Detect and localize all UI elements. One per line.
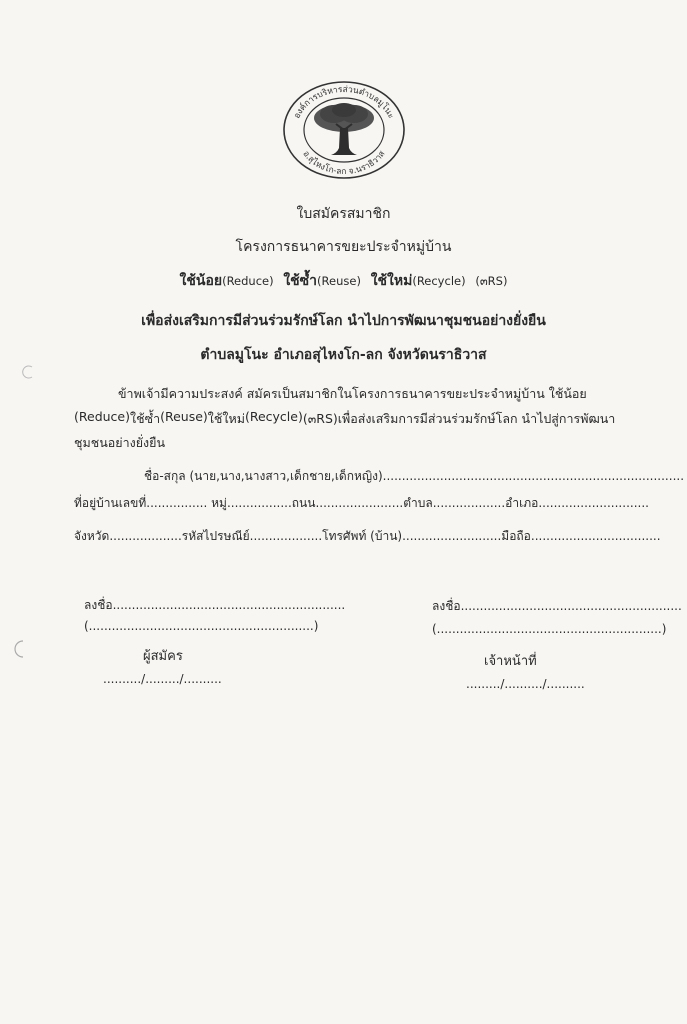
three-rs-label: (๓RS) — [475, 274, 508, 288]
para-word: (Recycle) — [244, 409, 303, 424]
applicant-date[interactable]: ........../........./.......... — [103, 672, 222, 686]
officer-date[interactable]: ........./........../.......... — [466, 677, 585, 691]
intro-paragraph-line3: ชุมชนอย่างยั่งยืน — [74, 435, 166, 450]
seal-bottom-text: อ.สุไหงโก-ลก จ.นราธิวาส — [300, 149, 388, 178]
name-field[interactable]: ชื่อ-สกุล (นาย,นาง,นางสาว,เด็กชาย,เด็กหญิง)............................................................................... — [144, 469, 685, 483]
recycle-thai: ใช้ใหม่ — [370, 273, 413, 289]
recycle-en: (Recycle) — [412, 274, 466, 288]
reuse-en: (Reuse) — [317, 274, 361, 288]
para-word: (Reuse) — [160, 409, 208, 424]
applicant-label: ผู้สมัคร — [143, 649, 183, 664]
reuse-thai: ใช้ซ้ำ — [283, 273, 318, 289]
reduce-en: (Reduce) — [222, 274, 274, 288]
tree-seal-logo — [282, 80, 406, 180]
binder-hole-mark — [8, 638, 28, 660]
para-word: เพื่อส่งเสริมการมีส่วนร่วมรักษ์โลก นำไปสู่การพัฒนา — [337, 411, 616, 426]
reduce-thai: ใช้น้อย — [179, 273, 223, 289]
intro-paragraph-line1: ข้าพเจ้ามีความประสงค์ สมัครเป็นสมาชิกในโครงการธนาคารขยะประจำหมู่บ้าน ใช้น้อย — [118, 386, 587, 401]
project-title: โครงการธนาคารขยะประจำหมู่บ้าน — [235, 239, 452, 255]
tree-icon — [314, 103, 374, 155]
para-word: (Reduce) — [74, 409, 130, 424]
applicant-name-paren[interactable]: (...........................................................) — [84, 619, 319, 633]
binder-hole-mark — [20, 364, 36, 380]
three-rs-line — [0, 270, 687, 292]
para-word: (๓RS) — [302, 411, 338, 426]
seal-top-text: องค์การบริหารส่วนตำบลมูโนะ — [292, 84, 396, 121]
officer-name-paren[interactable]: (...........................................................) — [432, 622, 667, 636]
address-field[interactable]: ที่อยู่บ้านเลขที่................ หมู่.................ถนน.......................ตำบล...................อำเภอ............................. — [74, 496, 649, 510]
location-title: ตำบลมูโนะ อำเภอสุไหงโก-ลก จังหวัดนราธิวาส — [200, 347, 487, 363]
para-word: ใช้ใหม่ — [207, 411, 245, 426]
intro-paragraph-line2 — [74, 409, 616, 429]
para-word: ใช้ซ้ำ — [130, 411, 161, 426]
applicant-signature-line[interactable]: ลงชื่อ............................................................. — [84, 598, 346, 612]
officer-label: เจ้าหน้าที่ — [484, 654, 537, 669]
form-title: ใบสมัครสมาชิก — [296, 206, 391, 222]
purpose-title: เพื่อส่งเสริมการมีส่วนร่วมรักษ์โลก นำไปการพัฒนาชุมชนอย่างยั่งยืน — [141, 313, 546, 329]
officer-signature-line[interactable]: ลงชื่อ.......................................................... — [432, 599, 682, 613]
contact-field[interactable]: จังหวัด...................รหัสไปรษณีย์...................โทรศัพท์ (บ้าน)..........................มือถือ.................................. — [74, 529, 661, 543]
